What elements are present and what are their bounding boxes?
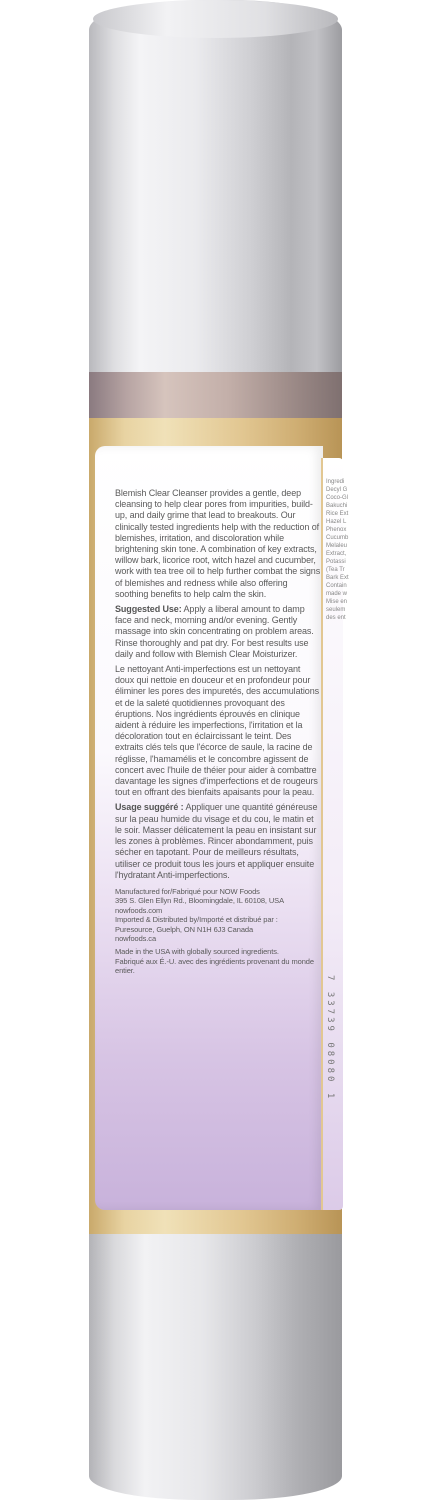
side-text-line: des ent xyxy=(326,615,346,621)
side-text-line: Bakuchi xyxy=(326,503,348,509)
side-text-line: Bark Ext xyxy=(326,575,349,581)
importer-line-2: Puresource, Guelph, ON N1H 6J3 Canada xyxy=(115,924,254,934)
importer-line-1: Imported & Distributed by/Importé et distribué par : xyxy=(115,915,278,925)
company-info xyxy=(115,887,321,976)
label-copy xyxy=(115,488,321,980)
bottle xyxy=(89,0,349,1500)
suggested-use-fr xyxy=(115,802,321,880)
side-text-line: Ingredi xyxy=(326,479,345,485)
side-text-line: Decyl G xyxy=(326,487,348,493)
bottle-base xyxy=(89,1234,342,1500)
side-text-line: (Tea Tr xyxy=(326,567,345,573)
side-text-line: Cucumb xyxy=(326,535,349,541)
suggested-use-heading-fr: Usage suggéré : xyxy=(115,802,184,813)
side-text-line: Mise en xyxy=(326,599,348,605)
side-text-line: Coco-Gl xyxy=(326,495,349,501)
suggested-use-heading-en: Suggested Use: xyxy=(115,604,182,615)
manufacturer-line-2: 395 S. Glen Ellyn Rd., Bloomingdale, IL 60108, USA xyxy=(115,896,284,906)
side-text-line: Phenox xyxy=(326,527,347,533)
bottle-collar xyxy=(89,372,342,418)
side-text-line: Extract, xyxy=(326,551,347,557)
side-text-line: Rice Ext xyxy=(326,511,349,517)
manufacturer xyxy=(115,887,321,943)
suggested-use-text-en: Apply a liberal amount to damp face and neck, morning and/or evening. Gently massage into skin concentrating on problem areas. Rinse thoroughly and pat dry. For best results use daily and follow with Blemish Clear Moisturizer. xyxy=(115,604,314,659)
intro-fr: Le nettoyant Anti-imperfections est un nettoyant doux qui nettoie en douceur et en profondeur pour éliminer les pores des impuretés, des accumulations et de la saleté quotidiennes provoquant des éruptions. Nos ingrédients éprouvés en clinique aident à réduire les imperfections, l'irritation et la décoloration tout en éclaircissant le teint. Des extraits clés tels que l'écorce de saule, la racine de réglisse, l'hamamélis et le concombre agissent de concert avec l'huile de théier pour aider à combattre davantage les signes d'imperfections et de rougeurs tout en offrant des bienfaits apaisants pour la peau. xyxy=(115,664,319,798)
cap-top xyxy=(93,0,338,38)
origin xyxy=(115,947,321,975)
side-ingredients-text xyxy=(323,458,349,622)
side-text-line: made w xyxy=(326,591,348,597)
side-text-line: Contain xyxy=(326,583,347,589)
importer-line-3: nowfoods.ca xyxy=(115,933,157,943)
origin-en: Made in the USA with globally sourced ingredients. xyxy=(115,947,279,957)
side-text-line: seulem xyxy=(326,607,346,613)
suggested-use-en xyxy=(115,604,321,660)
intro-en: Blemish Clear Cleanser provides a gentle, deep cleansing to help clear pores from impurities, build-up, and daily grime that lead to breakouts. Our clinically tested ingredients help with the reduction of blemishes, irritation, and discoloration while brightening skin tone. A combination of key extracts, willow bark, licorice root, witch hazel and cucumber, work with tea tree oil to help further combat the signs of blemishes and redness while also offering soothing benefits to help calm the skin. xyxy=(115,488,321,599)
side-text-line: Potassi xyxy=(326,559,346,565)
manufacturer-line-3: nowfoods.com xyxy=(115,905,163,915)
origin-fr: Fabriqué aux É.-U. avec des ingrédients provenant du monde entier. xyxy=(115,956,314,976)
bottle-cap xyxy=(89,0,342,372)
manufacturer-line-1: Manufactured for/Fabriqué pour NOW Foods xyxy=(115,886,260,896)
barcode-digits: 7 33739 08080 1 xyxy=(325,975,335,1102)
side-text-line: Melaleu xyxy=(326,543,348,549)
side-text-line: Hazel L xyxy=(326,519,347,525)
suggested-use-text-fr: Appliquer une quantité généreuse sur la peau humide du visage et du cou, le matin et le soir. Masser délicatement la peau en insistant sur les zones à problèmes. Rincer abondamment, puis sécher en tapotant. Pour de meilleurs résultats, utiliser ce produit tous les jours et appliquer ensuite l'hydratant Anti-imperfections. xyxy=(115,802,318,880)
